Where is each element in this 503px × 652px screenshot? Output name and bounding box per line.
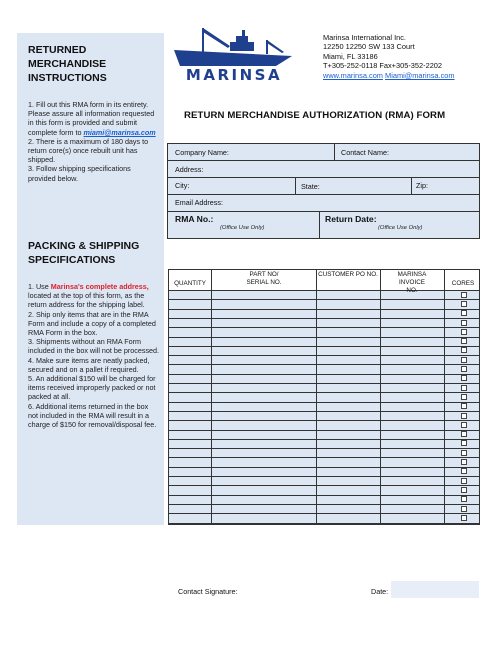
table-row	[169, 504, 479, 505]
email-field[interactable]: Email Address:	[175, 198, 223, 207]
cores-checkbox[interactable]	[461, 422, 467, 428]
cores-checkbox[interactable]	[461, 366, 467, 372]
company-phone: T+305-252-0118 Fax+305-352-2202	[323, 61, 443, 71]
table-row	[169, 420, 479, 421]
table-row	[169, 430, 479, 431]
cores-checkbox[interactable]	[461, 450, 467, 456]
table-row	[169, 364, 479, 365]
table-row	[169, 309, 479, 310]
packing-item-6: 6. Additional items returned in the box not included in the RMA will result in a charge of $150 for removal/disposal fee.	[28, 401, 157, 430]
contact-form	[167, 143, 480, 239]
table-row	[169, 383, 479, 384]
state-field[interactable]: State:	[301, 182, 320, 191]
table-row	[169, 513, 479, 514]
table-row	[169, 337, 479, 338]
cores-checkbox[interactable]	[461, 292, 467, 298]
return-date-office-use-note: (Office Use Only)	[378, 225, 423, 231]
table-row	[169, 402, 479, 403]
website-link[interactable]: www.marinsa.com	[323, 70, 383, 80]
page-title: RETURN MERCHANDISE AUTHORIZATION (RMA) FORM	[184, 110, 446, 121]
packing-item-1: 1. Use Marinsa's complete address, located at the top of this form, as the return address for the shipping label.	[28, 282, 149, 310]
ship-logo-icon	[172, 26, 296, 84]
cores-checkbox[interactable]	[461, 329, 467, 335]
cores-checkbox[interactable]	[461, 459, 467, 465]
table-row	[169, 495, 479, 496]
cores-checkbox[interactable]	[461, 440, 467, 446]
cores-checkbox[interactable]	[461, 301, 467, 307]
packing-item-4: 4. Make sure items are neatly packed, secured and on a pallet if required.	[28, 355, 150, 374]
cores-checkbox[interactable]	[461, 413, 467, 419]
table-row	[169, 411, 479, 412]
packing-item-5: 5. An additional $150 will be charged for items received improperly packed or not packed at all.	[28, 374, 156, 402]
packing-list	[28, 282, 160, 429]
contact-signature-label: Contact Signature:	[178, 587, 238, 596]
cores-checkbox[interactable]	[461, 515, 467, 521]
company-street: 12250 12250 SW 133 Court	[323, 42, 415, 52]
items-table	[168, 269, 480, 525]
logo-text: MARINSA	[185, 66, 283, 84]
table-row	[169, 439, 479, 440]
date-label: Date:	[371, 587, 389, 596]
date-input[interactable]	[391, 581, 479, 598]
table-row	[169, 523, 479, 524]
quantity-header: QUANTITY	[174, 280, 206, 287]
table-row	[169, 355, 479, 356]
email-link[interactable]: miami@marinsa.com	[83, 127, 156, 137]
cores-checkbox[interactable]	[461, 394, 467, 400]
cores-checkbox[interactable]	[461, 375, 467, 381]
instruction-item-3: 3. Follow shipping specifications provided below.	[28, 164, 131, 183]
cores-checkbox[interactable]	[461, 468, 467, 474]
customer-po-header: CUSTOMER PO NO.	[318, 271, 378, 278]
cores-checkbox[interactable]	[461, 357, 467, 363]
cores-header: CORES	[451, 280, 475, 287]
instructions-heading: RETURNED MERCHANDISE INSTRUCTIONS	[28, 44, 107, 84]
return-date-field[interactable]: Return Date:	[325, 214, 377, 224]
table-row	[169, 318, 479, 319]
table-row	[169, 346, 479, 347]
cores-checkbox[interactable]	[461, 431, 467, 437]
cores-checkbox[interactable]	[461, 347, 467, 353]
packing-item-3: 3. Shipments without an RMA Form included in the box will not be processed.	[28, 337, 160, 356]
table-row	[169, 299, 479, 300]
table-row	[169, 457, 479, 458]
company-name: Marinsa International Inc.	[323, 33, 406, 42]
cores-checkbox[interactable]	[461, 487, 467, 493]
cores-checkbox[interactable]	[461, 478, 467, 484]
instruction-item-1: 1. Fill out this RMA form in its entirety. Please assure all information requested in this form is provided and submit complete form to miami@marinsa.com	[28, 100, 156, 137]
instructions-sidebar	[17, 33, 164, 525]
address-field[interactable]: Address:	[175, 165, 204, 174]
company-city: Miami, FL 33186	[323, 51, 378, 61]
packing-heading: PACKING & SHIPPING SPECIFICATIONS	[28, 240, 140, 266]
table-row	[169, 392, 479, 393]
company-address	[323, 33, 455, 80]
part-serial-header: PART NO/ SERIAL NO.	[246, 271, 282, 286]
city-field[interactable]: City:	[175, 181, 190, 190]
cores-checkbox[interactable]	[461, 310, 467, 316]
rma-office-use-note: (Office Use Only)	[220, 225, 265, 231]
rma-no-field[interactable]: RMA No.:	[175, 214, 214, 224]
cores-checkbox[interactable]	[461, 496, 467, 502]
cores-checkbox[interactable]	[461, 385, 467, 391]
company-name-field[interactable]: Company Name:	[175, 148, 229, 157]
table-row	[169, 448, 479, 449]
table-row	[169, 476, 479, 477]
table-row	[169, 467, 479, 468]
table-row	[169, 327, 479, 328]
zip-field[interactable]: Zip:	[416, 181, 428, 190]
email-link[interactable]: Miami@marinsa.com	[385, 70, 455, 80]
cores-checkbox[interactable]	[461, 403, 467, 409]
contact-name-field[interactable]: Contact Name:	[341, 148, 389, 157]
table-row	[169, 485, 479, 486]
cores-checkbox[interactable]	[461, 506, 467, 512]
packing-item-2: 2. Ship only items that are in the RMA Form and include a copy of a completed RMA Form in the box.	[28, 309, 156, 338]
table-row	[169, 374, 479, 375]
instructions-list	[28, 100, 160, 183]
marinsa-logo	[172, 26, 296, 84]
instruction-item-2: 2. There is a maximum of 180 days to return core(s) once rebuilt unit has shipped.	[28, 136, 149, 165]
marinsa-invoice-header: MARINSA INVOICE NO.	[397, 271, 427, 294]
cores-checkbox[interactable]	[461, 320, 467, 326]
cores-checkbox[interactable]	[461, 338, 467, 344]
